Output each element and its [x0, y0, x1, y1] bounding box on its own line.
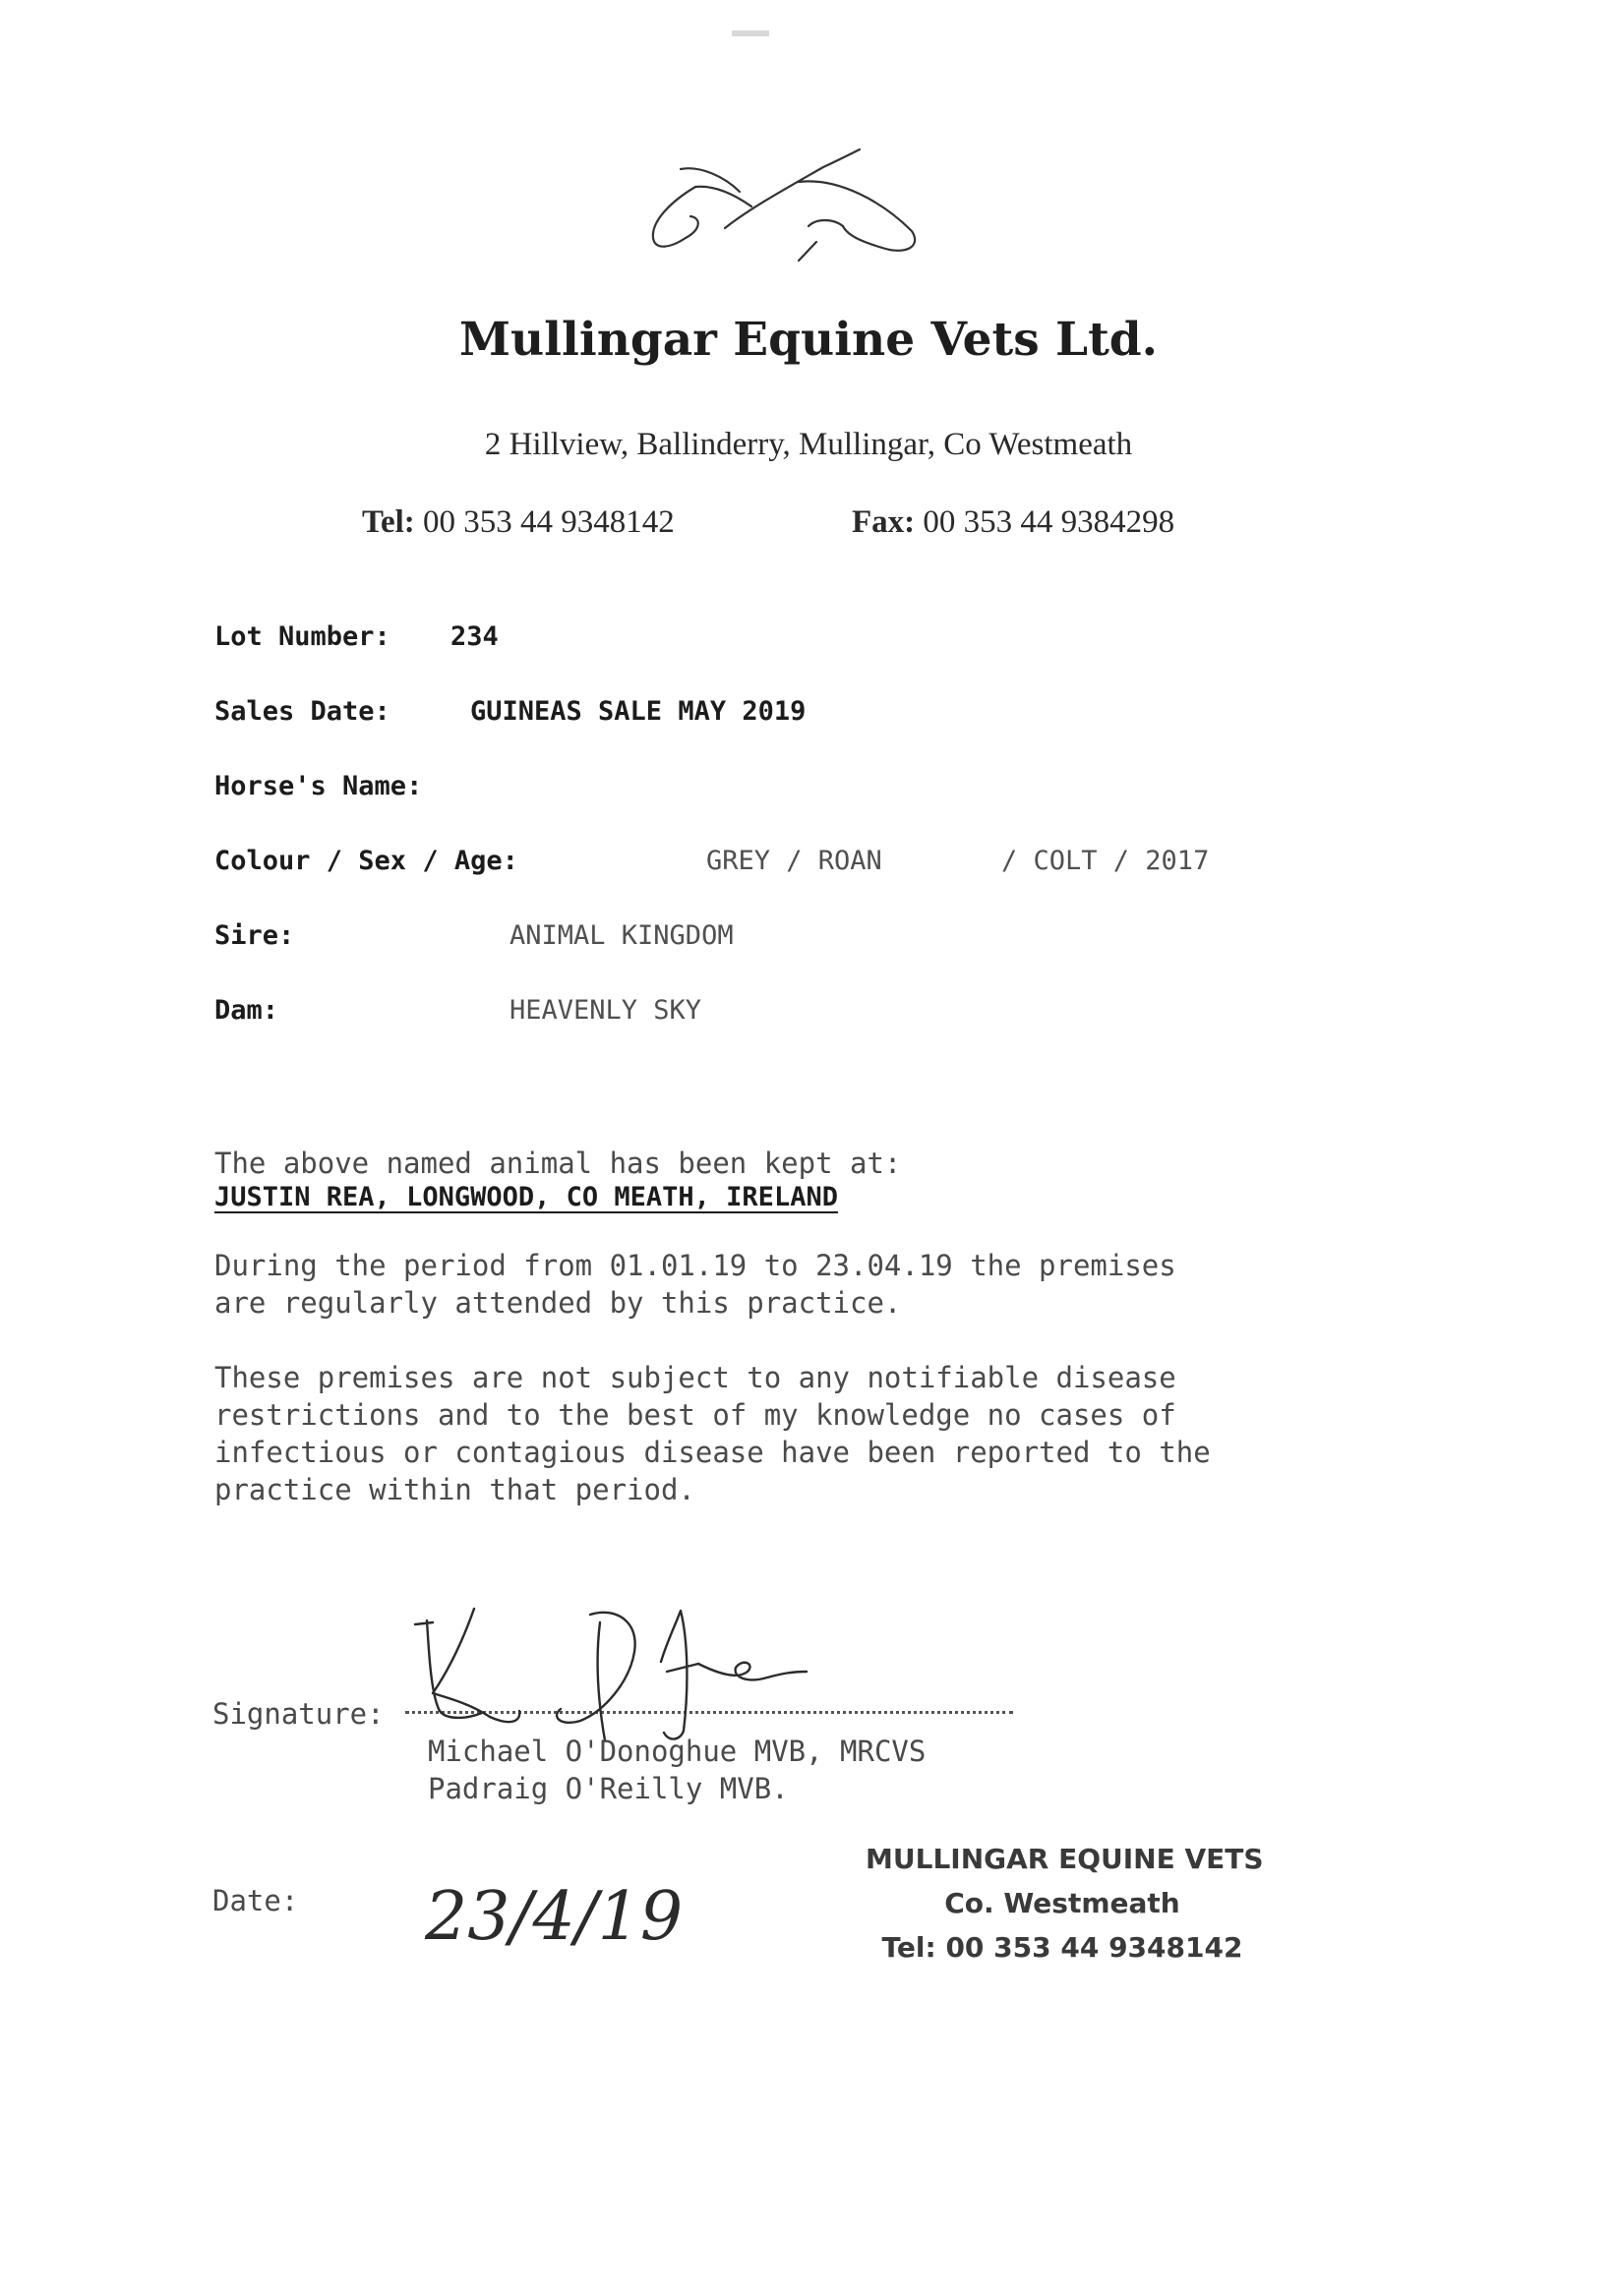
- vet-name-1: Michael O'Donoghue MVB, MRCVS: [428, 1735, 927, 1768]
- sales-date-label: Sales Date:: [214, 696, 390, 727]
- colour-value: GREY / ROAN: [706, 846, 882, 876]
- fax-value: 00 353 44 9384298: [923, 504, 1175, 540]
- horse-logo-icon: [641, 147, 936, 275]
- disease-line-1: These premises are not subject to any notifiable disease: [214, 1361, 1176, 1394]
- stamp-line-3: Tel: 00 353 44 9348142: [881, 1931, 1243, 1964]
- dam-label: Dam:: [214, 995, 279, 1026]
- sire-label: Sire:: [214, 920, 295, 951]
- handwritten-signature: [403, 1603, 856, 1750]
- company-address: 2 Hillview, Ballinderry, Mullingar, Co Westmeath: [484, 427, 1133, 462]
- disease-line-2: restrictions and to the best of my knowledge no cases of: [214, 1398, 1176, 1432]
- lot-number-value: 234: [450, 621, 499, 652]
- fax: [852, 504, 1174, 541]
- tel-value: 00 353 44 9348142: [423, 504, 675, 540]
- horse-name-label: Horse's Name:: [214, 771, 423, 801]
- period-line-2: are regularly attended by this practice.: [214, 1286, 902, 1320]
- disease-line-4: practice within that period.: [214, 1473, 695, 1506]
- scan-mark: [732, 30, 769, 36]
- sire-value: ANIMAL KINGDOM: [509, 920, 734, 951]
- disease-line-3: infectious or contagious disease have been reported to the: [214, 1436, 1211, 1469]
- kept-at-location: JUSTIN REA, LONGWOOD, CO MEATH, IRELAND: [214, 1182, 838, 1212]
- sales-date-value: GUINEAS SALE MAY 2019: [470, 696, 807, 727]
- date-label: Date:: [212, 1884, 299, 1917]
- sex-age-value: / COLT / 2017: [1001, 846, 1210, 876]
- company-name: Mullingar Equine Vets Ltd.: [458, 313, 1159, 367]
- stamp-line-1: MULLINGAR EQUINE VETS: [866, 1843, 1264, 1875]
- kept-at-intro: The above named animal has been kept at:: [214, 1147, 902, 1180]
- telephone: [362, 504, 675, 541]
- period-line-1: During the period from 01.01.19 to 23.04.19 the premises: [214, 1249, 1176, 1282]
- vet-name-2: Padraig O'Reilly MVB.: [428, 1772, 789, 1805]
- practice-stamp: [866, 1837, 1264, 1970]
- stamp-line-2: Co. Westmeath: [944, 1887, 1180, 1919]
- signature-label: Signature:: [212, 1697, 385, 1731]
- colour-sex-age-label: Colour / Sex / Age:: [214, 846, 518, 876]
- handwritten-date: [423, 1858, 708, 1967]
- tel-label: Tel:: [362, 504, 415, 540]
- dam-value: HEAVENLY SKY: [509, 995, 702, 1026]
- fax-label: Fax:: [852, 504, 916, 540]
- handwritten-date-text: 23/4/19: [425, 1878, 684, 1956]
- lot-number-label: Lot Number:: [214, 621, 390, 652]
